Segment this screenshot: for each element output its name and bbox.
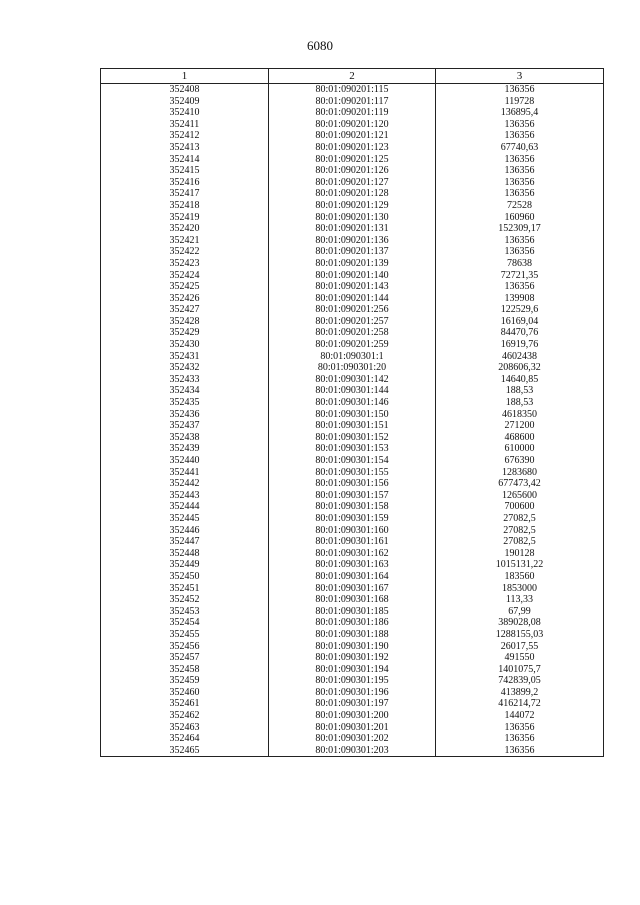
value-cell: 389028,08 [436, 617, 604, 629]
value-cell: 136356 [436, 246, 604, 258]
value-cell: 16919,76 [436, 339, 604, 351]
table-row [101, 629, 604, 641]
value-cell: 1265600 [436, 490, 604, 502]
cadastral-number-cell: 80:01:090201:120 [269, 119, 436, 131]
table-row [101, 722, 604, 734]
cadastral-number-cell: 80:01:090301:197 [269, 698, 436, 710]
column-header-2: 2 [269, 69, 436, 84]
cadastral-number-cell: 80:01:090301:156 [269, 478, 436, 490]
row-number-cell: 352461 [101, 698, 269, 710]
table-row [101, 327, 604, 339]
table-row [101, 513, 604, 525]
value-cell: 190128 [436, 548, 604, 560]
row-number-cell: 352414 [101, 154, 269, 166]
row-number-cell: 352436 [101, 409, 269, 421]
row-number-cell: 352442 [101, 478, 269, 490]
cadastral-number-cell: 80:01:090301:192 [269, 652, 436, 664]
table-row [101, 316, 604, 328]
value-cell: 67,99 [436, 606, 604, 618]
cadastral-number-cell: 80:01:090301:200 [269, 710, 436, 722]
row-number-cell: 352452 [101, 594, 269, 606]
value-cell: 16169,04 [436, 316, 604, 328]
table-row [101, 188, 604, 200]
row-number-cell: 352424 [101, 270, 269, 282]
row-number-cell: 352428 [101, 316, 269, 328]
value-cell: 468600 [436, 432, 604, 444]
cadastral-number-cell: 80:01:090201:127 [269, 177, 436, 189]
row-number-cell: 352435 [101, 397, 269, 409]
cadastral-number-cell: 80:01:090301:151 [269, 420, 436, 432]
row-number-cell: 352464 [101, 733, 269, 745]
table-row [101, 536, 604, 548]
row-number-cell: 352425 [101, 281, 269, 293]
page-number: 6080 [307, 38, 333, 53]
table-row [101, 235, 604, 247]
row-number-cell: 352431 [101, 351, 269, 363]
cadastral-number-cell: 80:01:090301:194 [269, 664, 436, 676]
table-row [101, 733, 604, 745]
value-cell: 208606,32 [436, 362, 604, 374]
cadastral-number-cell: 80:01:090301:150 [269, 409, 436, 421]
row-number-cell: 352459 [101, 675, 269, 687]
row-number-cell: 352421 [101, 235, 269, 247]
row-number-cell: 352439 [101, 443, 269, 455]
table-row [101, 281, 604, 293]
table-row [101, 652, 604, 664]
value-cell: 677473,42 [436, 478, 604, 490]
row-number-cell: 352441 [101, 467, 269, 479]
row-number-cell: 352447 [101, 536, 269, 548]
table-row [101, 119, 604, 131]
value-cell: 136356 [436, 165, 604, 177]
table-row [101, 212, 604, 224]
table-row [101, 246, 604, 258]
cadastral-number-cell: 80:01:090201:258 [269, 327, 436, 339]
cadastral-number-cell: 80:01:090301:185 [269, 606, 436, 618]
row-number-cell: 352426 [101, 293, 269, 305]
value-cell: 136356 [436, 745, 604, 757]
row-number-cell: 352446 [101, 525, 269, 537]
table-row [101, 617, 604, 629]
value-cell: 136356 [436, 235, 604, 247]
value-cell: 188,53 [436, 397, 604, 409]
cadastral-number-cell: 80:01:090201:144 [269, 293, 436, 305]
table-row [101, 490, 604, 502]
value-cell: 136356 [436, 130, 604, 142]
row-number-cell: 352432 [101, 362, 269, 374]
value-cell: 4618350 [436, 409, 604, 421]
table-row [101, 397, 604, 409]
value-cell: 271200 [436, 420, 604, 432]
table-row [101, 130, 604, 142]
table-row [101, 107, 604, 119]
table-row [101, 351, 604, 363]
table-row [101, 687, 604, 699]
value-cell: 27082,5 [436, 536, 604, 548]
table-row [101, 362, 604, 374]
value-cell: 1015131,22 [436, 559, 604, 571]
cadastral-number-cell: 80:01:090201:140 [269, 270, 436, 282]
row-number-cell: 352455 [101, 629, 269, 641]
value-cell: 188,53 [436, 385, 604, 397]
value-cell: 1283680 [436, 467, 604, 479]
table-row [101, 200, 604, 212]
cadastral-number-cell: 80:01:090301:196 [269, 687, 436, 699]
value-cell: 78638 [436, 258, 604, 270]
value-cell: 1401075,7 [436, 664, 604, 676]
row-number-cell: 352418 [101, 200, 269, 212]
value-cell: 139908 [436, 293, 604, 305]
value-cell: 742839,05 [436, 675, 604, 687]
row-number-cell: 352416 [101, 177, 269, 189]
table-row [101, 698, 604, 710]
row-number-cell: 352419 [101, 212, 269, 224]
value-cell: 27082,5 [436, 525, 604, 537]
cadastral-number-cell: 80:01:090201:130 [269, 212, 436, 224]
table-row [101, 385, 604, 397]
cadastral-number-cell: 80:01:090201:136 [269, 235, 436, 247]
table-row [101, 594, 604, 606]
cadastral-number-cell: 80:01:090201:131 [269, 223, 436, 235]
cadastral-number-cell: 80:01:090201:115 [269, 84, 436, 96]
row-number-cell: 352434 [101, 385, 269, 397]
table-row [101, 548, 604, 560]
cadastral-number-cell: 80:01:090301:152 [269, 432, 436, 444]
row-number-cell: 352411 [101, 119, 269, 131]
value-cell: 136356 [436, 119, 604, 131]
cadastral-number-cell: 80:01:090301:186 [269, 617, 436, 629]
row-number-cell: 352456 [101, 641, 269, 653]
value-cell: 136356 [436, 733, 604, 745]
cadastral-number-cell: 80:01:090301:168 [269, 594, 436, 606]
table-row [101, 745, 604, 757]
cadastral-number-cell: 80:01:090201:121 [269, 130, 436, 142]
cadastral-number-cell: 80:01:090301:164 [269, 571, 436, 583]
cadastral-number-cell: 80:01:090301:158 [269, 501, 436, 513]
table-row [101, 374, 604, 386]
table-row [101, 525, 604, 537]
cadastral-number-cell: 80:01:090201:119 [269, 107, 436, 119]
table-row [101, 304, 604, 316]
cadastral-number-cell: 80:01:090301:1 [269, 351, 436, 363]
cadastral-number-cell: 80:01:090201:117 [269, 96, 436, 108]
value-cell: 1288155,03 [436, 629, 604, 641]
cadastral-number-cell: 80:01:090201:129 [269, 200, 436, 212]
row-number-cell: 352445 [101, 513, 269, 525]
row-number-cell: 352444 [101, 501, 269, 513]
value-cell: 14640,85 [436, 374, 604, 386]
cadastral-number-cell: 80:01:090301:157 [269, 490, 436, 502]
value-cell: 113,33 [436, 594, 604, 606]
row-number-cell: 352409 [101, 96, 269, 108]
table-row [101, 571, 604, 583]
row-number-cell: 352458 [101, 664, 269, 676]
cadastral-number-cell: 80:01:090201:137 [269, 246, 436, 258]
row-number-cell: 352427 [101, 304, 269, 316]
data-table [100, 68, 604, 757]
cadastral-number-cell: 80:01:090201:126 [269, 165, 436, 177]
cadastral-number-cell: 80:01:090201:257 [269, 316, 436, 328]
value-cell: 413899,2 [436, 687, 604, 699]
table-row [101, 177, 604, 189]
table-row [101, 559, 604, 571]
column-header-1: 1 [101, 69, 269, 84]
row-number-cell: 352465 [101, 745, 269, 757]
row-number-cell: 352457 [101, 652, 269, 664]
cadastral-number-cell: 80:01:090301:188 [269, 629, 436, 641]
value-cell: 136356 [436, 722, 604, 734]
table-row [101, 293, 604, 305]
row-number-cell: 352462 [101, 710, 269, 722]
column-header-3: 3 [436, 69, 604, 84]
row-number-cell: 352451 [101, 583, 269, 595]
value-cell: 27082,5 [436, 513, 604, 525]
row-number-cell: 352454 [101, 617, 269, 629]
cadastral-number-cell: 80:01:090301:159 [269, 513, 436, 525]
cadastral-number-cell: 80:01:090201:139 [269, 258, 436, 270]
table-row [101, 501, 604, 513]
row-number-cell: 352443 [101, 490, 269, 502]
row-number-cell: 352420 [101, 223, 269, 235]
cadastral-number-cell: 80:01:090301:167 [269, 583, 436, 595]
value-cell: 183560 [436, 571, 604, 583]
value-cell: 72528 [436, 200, 604, 212]
value-cell: 122529,6 [436, 304, 604, 316]
row-number-cell: 352450 [101, 571, 269, 583]
row-number-cell: 352412 [101, 130, 269, 142]
row-number-cell: 352413 [101, 142, 269, 154]
cadastral-number-cell: 80:01:090201:128 [269, 188, 436, 200]
table-row [101, 258, 604, 270]
value-cell: 26017,55 [436, 641, 604, 653]
cadastral-number-cell: 80:01:090201:143 [269, 281, 436, 293]
row-number-cell: 352463 [101, 722, 269, 734]
value-cell: 491550 [436, 652, 604, 664]
cadastral-number-cell: 80:01:090301:155 [269, 467, 436, 479]
value-cell: 152309,17 [436, 223, 604, 235]
table-row [101, 96, 604, 108]
cadastral-number-cell: 80:01:090301:142 [269, 374, 436, 386]
value-cell: 416214,72 [436, 698, 604, 710]
row-number-cell: 352460 [101, 687, 269, 699]
value-cell: 119728 [436, 96, 604, 108]
value-cell: 700600 [436, 501, 604, 513]
table-row [101, 165, 604, 177]
row-number-cell: 352433 [101, 374, 269, 386]
value-cell: 67740,63 [436, 142, 604, 154]
cadastral-number-cell: 80:01:090301:162 [269, 548, 436, 560]
cadastral-number-cell: 80:01:090301:163 [269, 559, 436, 571]
table-row [101, 420, 604, 432]
row-number-cell: 352438 [101, 432, 269, 444]
cadastral-number-cell: 80:01:090301:160 [269, 525, 436, 537]
table-header-row [101, 69, 604, 84]
cadastral-number-cell: 80:01:090201:125 [269, 154, 436, 166]
value-cell: 4602438 [436, 351, 604, 363]
table-row [101, 455, 604, 467]
table-row [101, 142, 604, 154]
value-cell: 676390 [436, 455, 604, 467]
value-cell: 136356 [436, 177, 604, 189]
table-row [101, 84, 604, 96]
row-number-cell: 352423 [101, 258, 269, 270]
table-row [101, 154, 604, 166]
table-row [101, 467, 604, 479]
cadastral-number-cell: 80:01:090301:190 [269, 641, 436, 653]
table-row [101, 409, 604, 421]
table-row [101, 606, 604, 618]
table-row [101, 641, 604, 653]
value-cell: 144072 [436, 710, 604, 722]
row-number-cell: 352448 [101, 548, 269, 560]
value-cell: 136356 [436, 281, 604, 293]
cadastral-number-cell: 80:01:090301:153 [269, 443, 436, 455]
row-number-cell: 352410 [101, 107, 269, 119]
cadastral-number-cell: 80:01:090201:256 [269, 304, 436, 316]
cadastral-number-cell: 80:01:090201:259 [269, 339, 436, 351]
cadastral-number-cell: 80:01:090301:146 [269, 397, 436, 409]
table-row [101, 223, 604, 235]
row-number-cell: 352430 [101, 339, 269, 351]
cadastral-number-cell: 80:01:090301:161 [269, 536, 436, 548]
value-cell: 136895,4 [436, 107, 604, 119]
cadastral-number-cell: 80:01:090301:20 [269, 362, 436, 374]
row-number-cell: 352417 [101, 188, 269, 200]
cadastral-number-cell: 80:01:090301:144 [269, 385, 436, 397]
value-cell: 160960 [436, 212, 604, 224]
value-cell: 136356 [436, 154, 604, 166]
row-number-cell: 352453 [101, 606, 269, 618]
table-row [101, 583, 604, 595]
table-row [101, 675, 604, 687]
value-cell: 72721,35 [436, 270, 604, 282]
value-cell: 136356 [436, 84, 604, 96]
table-row [101, 270, 604, 282]
table-row [101, 339, 604, 351]
cadastral-number-cell: 80:01:090301:195 [269, 675, 436, 687]
cadastral-number-cell: 80:01:090301:154 [269, 455, 436, 467]
cadastral-number-cell: 80:01:090201:123 [269, 142, 436, 154]
cadastral-number-cell: 80:01:090301:202 [269, 733, 436, 745]
table-body [101, 84, 604, 757]
table-row [101, 710, 604, 722]
table-row [101, 478, 604, 490]
value-cell: 84470,76 [436, 327, 604, 339]
cadastral-number-cell: 80:01:090301:201 [269, 722, 436, 734]
row-number-cell: 352415 [101, 165, 269, 177]
value-cell: 136356 [436, 188, 604, 200]
table-row [101, 432, 604, 444]
cadastral-number-cell: 80:01:090301:203 [269, 745, 436, 757]
row-number-cell: 352422 [101, 246, 269, 258]
value-cell: 1853000 [436, 583, 604, 595]
row-number-cell: 352437 [101, 420, 269, 432]
table-row [101, 664, 604, 676]
row-number-cell: 352408 [101, 84, 269, 96]
value-cell: 610000 [436, 443, 604, 455]
table-row [101, 443, 604, 455]
row-number-cell: 352449 [101, 559, 269, 571]
row-number-cell: 352429 [101, 327, 269, 339]
row-number-cell: 352440 [101, 455, 269, 467]
